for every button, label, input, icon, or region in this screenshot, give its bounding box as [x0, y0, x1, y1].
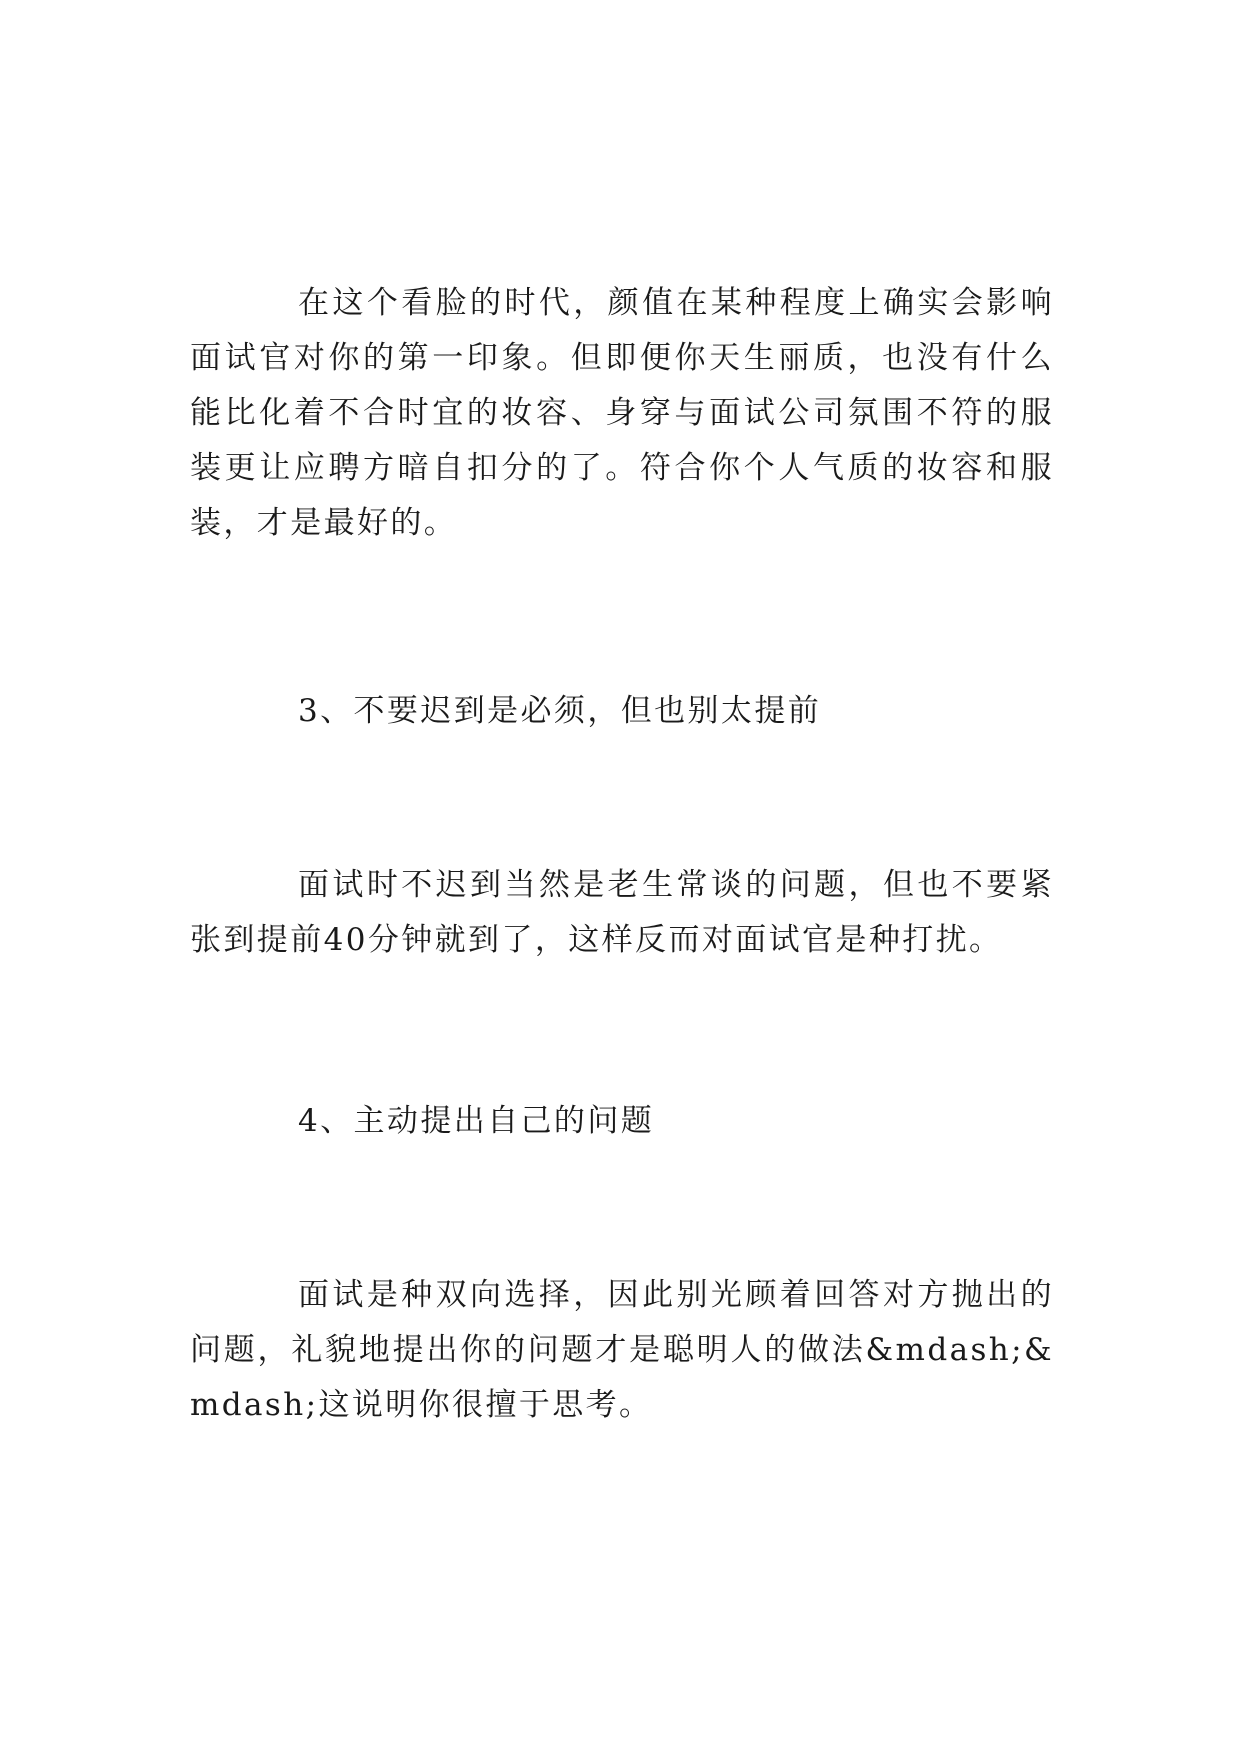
paragraph-appearance: 在这个看脸的时代，颜值在某种程度上确实会影响面试官对你的第一印象。但即便你天生丽质，也没有什么能比化着不合时宜的妆容、身穿与面试公司氛围不符的服装更让应聘方暗自扣分的了。符合你个人气质的妆容和服装，才是最好的。	[190, 285, 1054, 541]
paragraph-punctuality: 面试时不迟到当然是老生常谈的问题，但也不要紧张到提前40分钟就到了，这样反而对面试官是种打扰。	[190, 867, 1054, 958]
paragraph-ask-questions: 面试是种双向选择，因此别光顾着回答对方抛出的问题，礼貌地提出你的问题才是聪明人的做法&mdash;&mdash;这说明你很擅于思考。	[190, 1277, 1054, 1423]
section-heading-4: 4、主动提出自己的问题	[298, 1103, 655, 1139]
section-heading-3: 3、不要迟到是必须，但也别太提前	[298, 693, 822, 729]
